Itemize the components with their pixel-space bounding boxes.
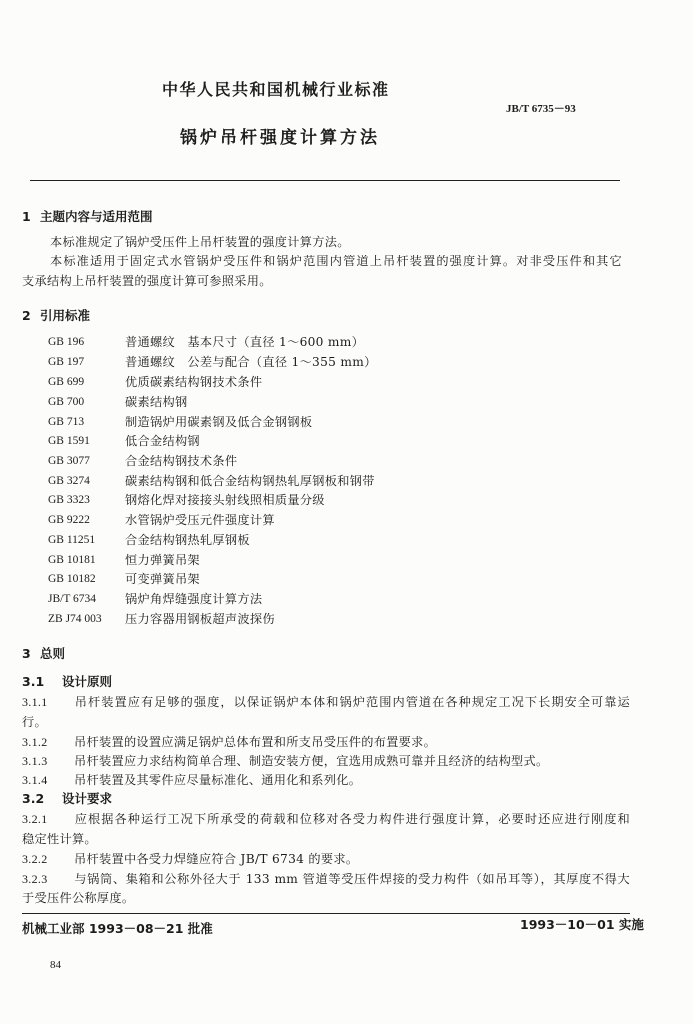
section-title: 主题内容与适用范围 [40,209,153,224]
header-divider [30,180,620,181]
section-number: 1 [22,209,31,224]
reference-name: 碳素结构钢和低合金结构钢热轧厚钢板和钢带 [125,474,375,488]
reference-code: GB 713 [48,416,85,428]
subsection-number: 3.2 [22,791,45,806]
reference-code: ZB J74 003 [48,613,102,625]
reference-name: 锅炉角焊缝强度计算方法 [125,592,263,606]
reference-name: 可变弹簧吊架 [125,572,200,586]
subsection-title: 设计要求 [62,791,113,806]
section-number: 2 [22,308,31,323]
subsection-3-1-heading [22,676,112,689]
reference-name: 钢熔化焊对接接头射线照相质量分级 [125,493,325,507]
clause-number: 3.1.2 [22,735,48,749]
section-1-heading [22,211,153,224]
clause-continuation: 于受压件公称厚度。 [22,891,135,905]
page-number: 84 [50,959,61,971]
reference-code: GB 700 [48,396,85,408]
reference-name: 合金结构钢热轧厚钢板 [125,533,250,547]
reference-code: GB 3077 [48,455,90,467]
reference-name: 普通螺纹 公差与配合（直径 1～355 mm） [125,355,377,369]
clause-3-1-4 [22,774,361,786]
reference-code: GB 3323 [48,494,90,506]
section-number: 3 [22,646,31,661]
paragraph-continuation: 支承结构上吊杆装置的强度计算可参照采用。 [22,274,272,288]
clause-number: 3.2.1 [22,813,48,826]
standard-code: JB/T 6735－93 [506,103,576,115]
reference-code: GB 10181 [48,554,96,566]
subsection-3-2-heading [22,793,112,806]
approval-date: 机械工业部 1993－08－21 批准 [22,921,213,936]
clause-text: 吊杆装置及其零件应尽量标准化、通用化和系列化。 [74,773,362,787]
reference-code: GB 10182 [48,573,96,585]
clause-text: 应根据各种运行工况下所承受的荷载和位移对各受力构件进行强度计算，必要时还应进行刚度和 [74,813,630,826]
reference-name: 水管锅炉受压元件强度计算 [125,513,275,527]
reference-name: 压力容器用钢板超声波探伤 [125,612,275,626]
clause-text: 吊杆装置应有足够的强度，以保证锅炉本体和锅炉范围内管道在各种规定工况下长期安全可靠运 [74,696,630,709]
clause-3-1-1 [22,696,630,710]
clause-3-2-3 [22,873,630,887]
document-title: 锅炉吊杆强度计算方法 [180,128,380,148]
reference-name: 制造锅炉用碳素钢及低合金钢钢板 [125,415,313,429]
issuing-body: 中华人民共和国机械行业标准 [162,80,390,99]
reference-code: GB 196 [48,336,85,348]
clause-continuation: 行。 [22,715,47,729]
reference-name: 普通螺纹 基本尺寸（直径 1～600 mm） [125,335,365,349]
footer-divider [22,913,630,914]
clause-3-2-1 [22,813,630,827]
reference-name: 优质碳素结构钢技术条件 [125,375,263,389]
clause-text: 吊杆装置应力求结构简单合理、制造安装方便，宜选用成熟可靠并且经济的结构型式。 [74,754,549,768]
section-2-heading [22,310,90,323]
clause-text: 与锅筒、集箱和公称外径大于 133 mm 管道等受压件焊接的受力构件（如吊耳等），其厚度不得大 [74,873,630,886]
paragraph: 本标准适用于固定式水管锅炉受压件和锅炉范围内管道上吊杆装置的强度计算。对非受压件和其它 [50,255,622,268]
reference-code: GB 9222 [48,514,90,526]
reference-code: GB 11251 [48,534,96,546]
reference-name: 合金结构钢技术条件 [125,454,238,468]
clause-text: 吊杆装置中各受力焊缝应符合 JB/T 6734 的要求。 [74,852,359,866]
reference-name: 恒力弹簧吊架 [125,553,200,567]
subsection-title: 设计原则 [62,674,113,689]
subsection-number: 3.1 [22,674,45,689]
clause-text: 吊杆装置的设置应满足锅炉总体布置和所支吊受压件的布置要求。 [74,735,437,749]
reference-name: 低合金结构钢 [125,434,200,448]
reference-code: GB 3274 [48,475,90,487]
reference-code: GB 1591 [48,435,90,447]
section-title: 总则 [40,646,66,661]
effective-date: 1993－10－01 实施 [520,917,644,932]
clause-3-1-2 [22,736,436,748]
reference-code: JB/T 6734 [48,593,97,605]
paragraph: 本标准规定了锅炉受压件上吊杆装置的强度计算方法。 [50,235,350,249]
clause-3-1-3 [22,755,549,767]
reference-name: 碳素结构钢 [125,395,188,409]
clause-number: 3.2.2 [22,852,48,866]
clause-number: 3.1.1 [22,696,48,709]
section-title: 引用标准 [40,308,91,323]
clause-number: 3.2.3 [22,873,48,886]
clause-number: 3.1.4 [22,773,48,787]
clause-continuation: 稳定性计算。 [22,832,97,846]
section-3-heading [22,648,65,661]
reference-code: GB 699 [48,376,85,388]
reference-code: GB 197 [48,356,85,368]
clause-number: 3.1.3 [22,754,48,768]
clause-3-2-2 [22,853,358,865]
